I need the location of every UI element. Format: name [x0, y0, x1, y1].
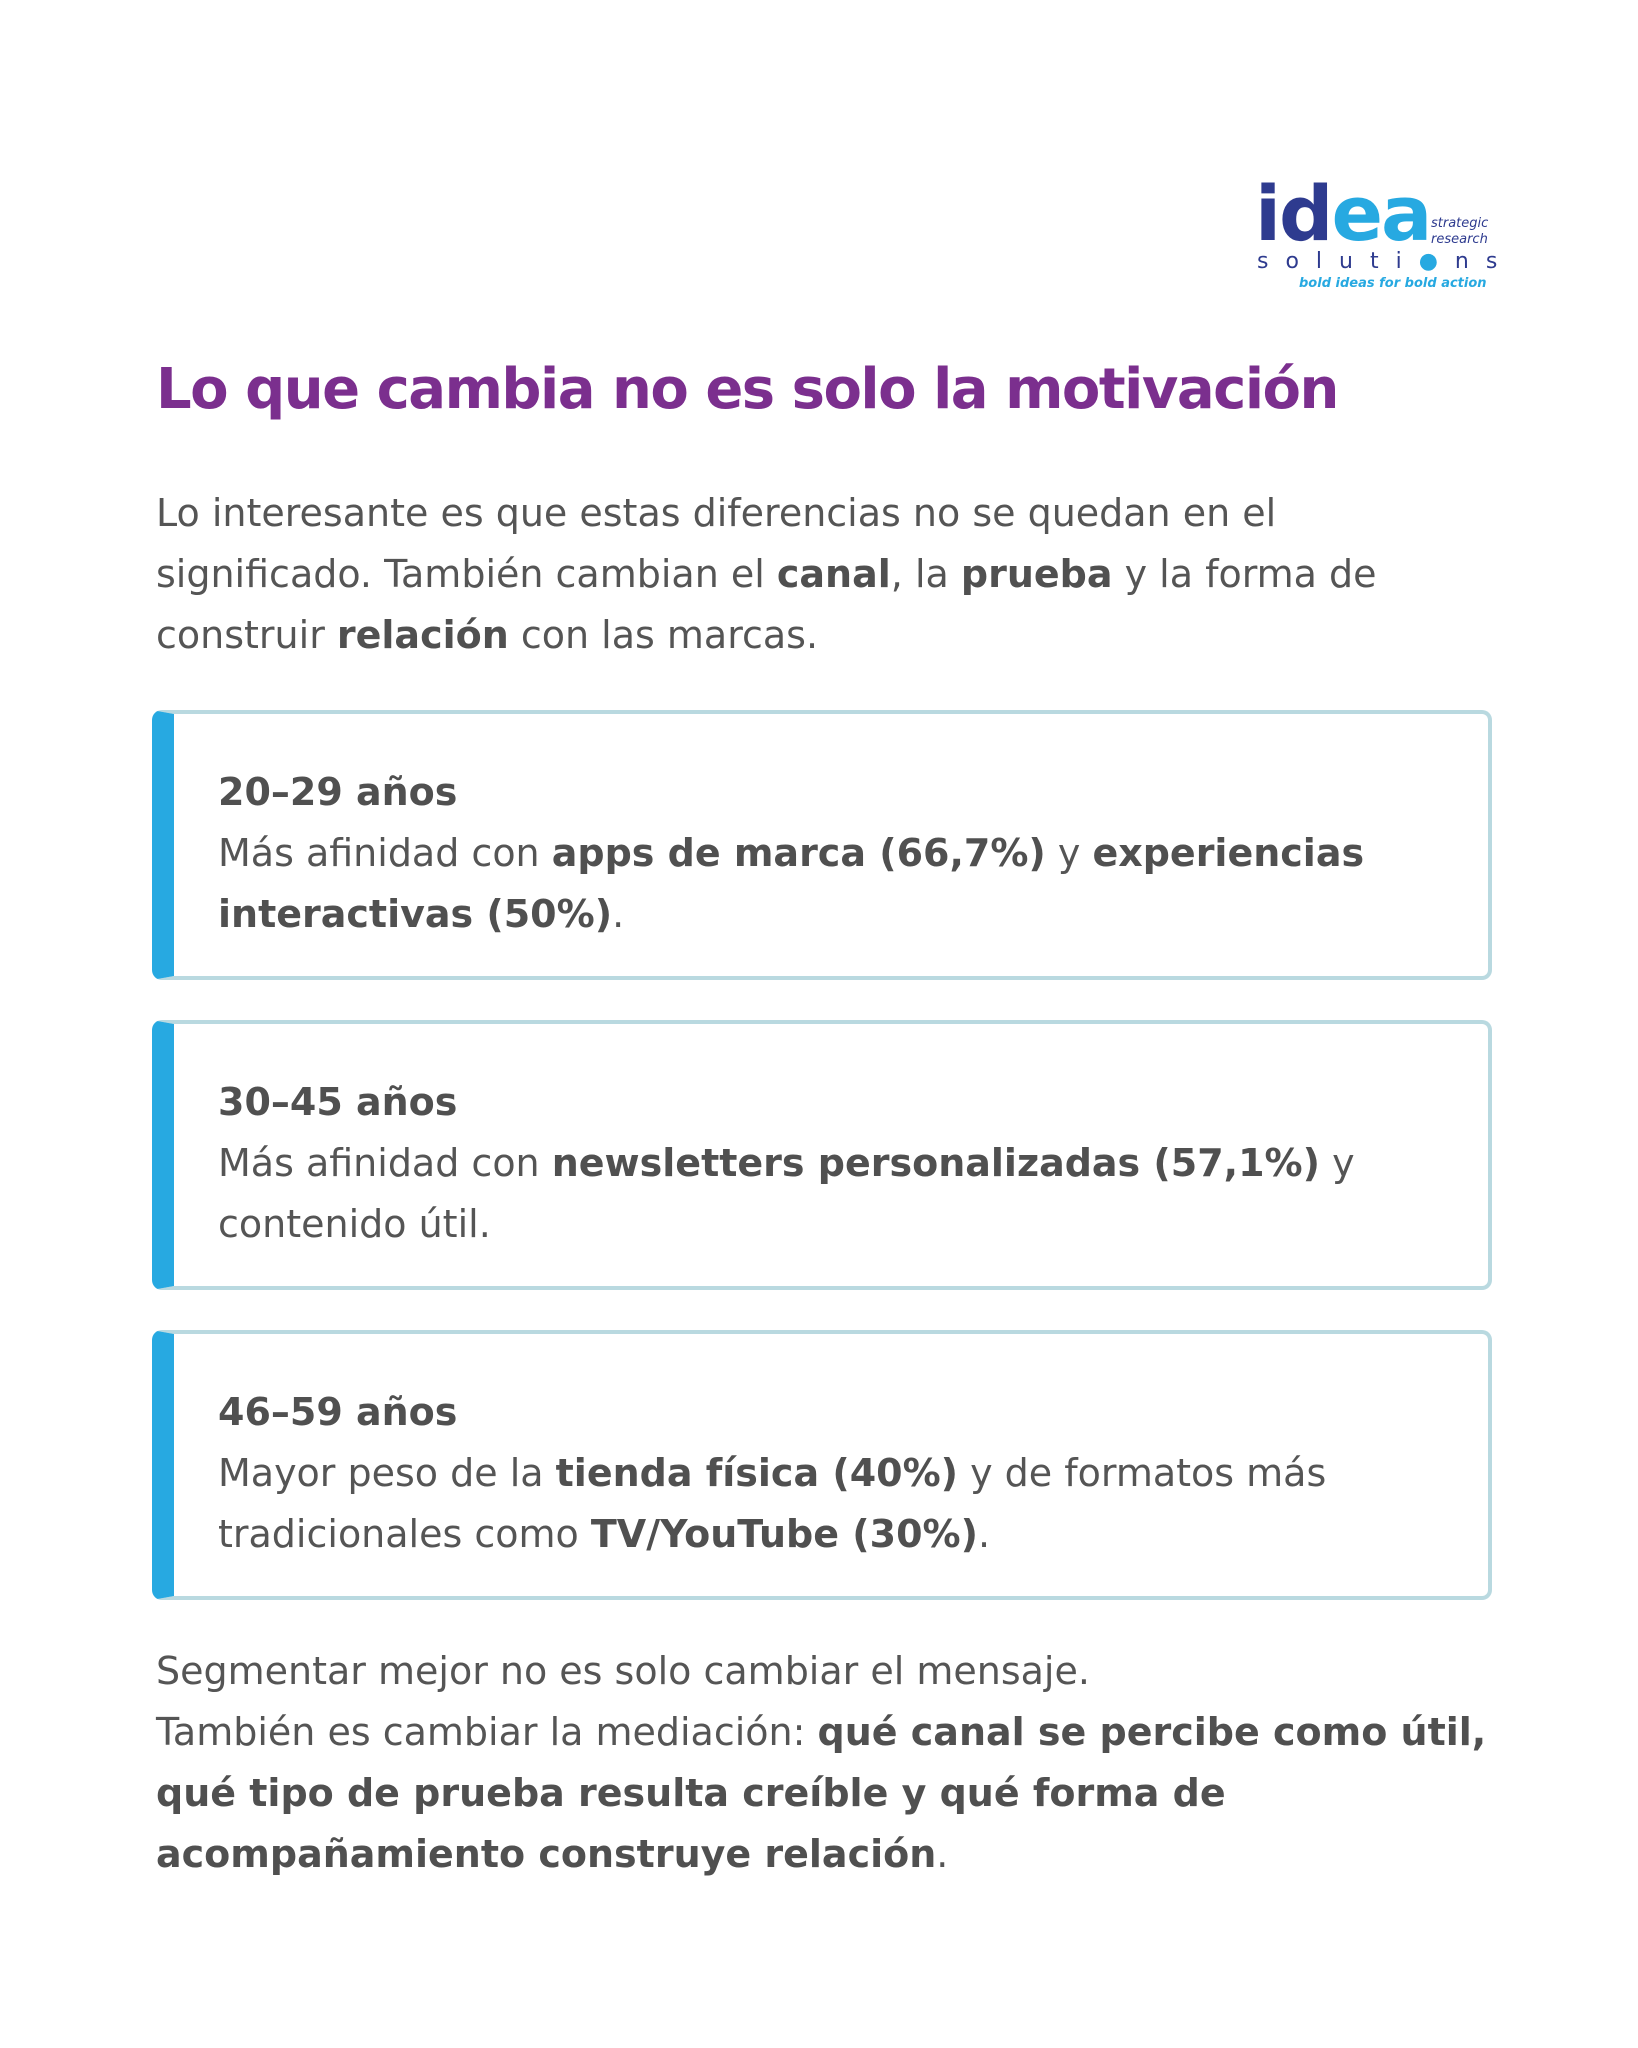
logo-tagline: strategic research — [1431, 216, 1489, 247]
age-segment-card-46-59 — [152, 1330, 1492, 1600]
age-segment-card-20-29 — [152, 710, 1492, 980]
age-segment-card-30-45 — [152, 1020, 1492, 1290]
card-title: 20–29 años — [218, 770, 458, 814]
page-title: Lo que cambia no es solo la motivación — [156, 357, 1338, 422]
card-title: 30–45 años — [218, 1080, 458, 1124]
card-body: 30–45 años Más afinidad con newsletters personalizadas (57,1%) y contenido útil. — [218, 1072, 1458, 1255]
card-title: 46–59 años — [218, 1390, 458, 1434]
idea-solutions-logo — [1255, 169, 1515, 296]
closing-paragraph: Segmentar mejor no es solo cambiar el mensaje. También es cambiar la mediación: qué canal se percibe como útil, qué tipo de prueba resulta creíble y qué forma de acompañamiento construye relación. — [156, 1649, 1487, 1876]
card-body: 46–59 años Mayor peso de la tienda física (40%) y de formatos más tradicionales como TV/YouTube (30%). — [218, 1382, 1458, 1565]
card-body: 20–29 años Más afinidad con apps de marca (66,7%) y experiencias interactivas (50%). — [218, 762, 1458, 945]
logo-wordmark: idea — [1255, 169, 1431, 258]
logo-slogan: bold ideas for bold action — [1299, 276, 1487, 291]
logo-subword: soluti●ns — [1257, 249, 1515, 274]
intro-paragraph: Lo interesante es que estas diferencias no se quedan en el significado. También cambian el canal, la prueba y la forma de construir relación con las marcas. — [156, 491, 1377, 657]
